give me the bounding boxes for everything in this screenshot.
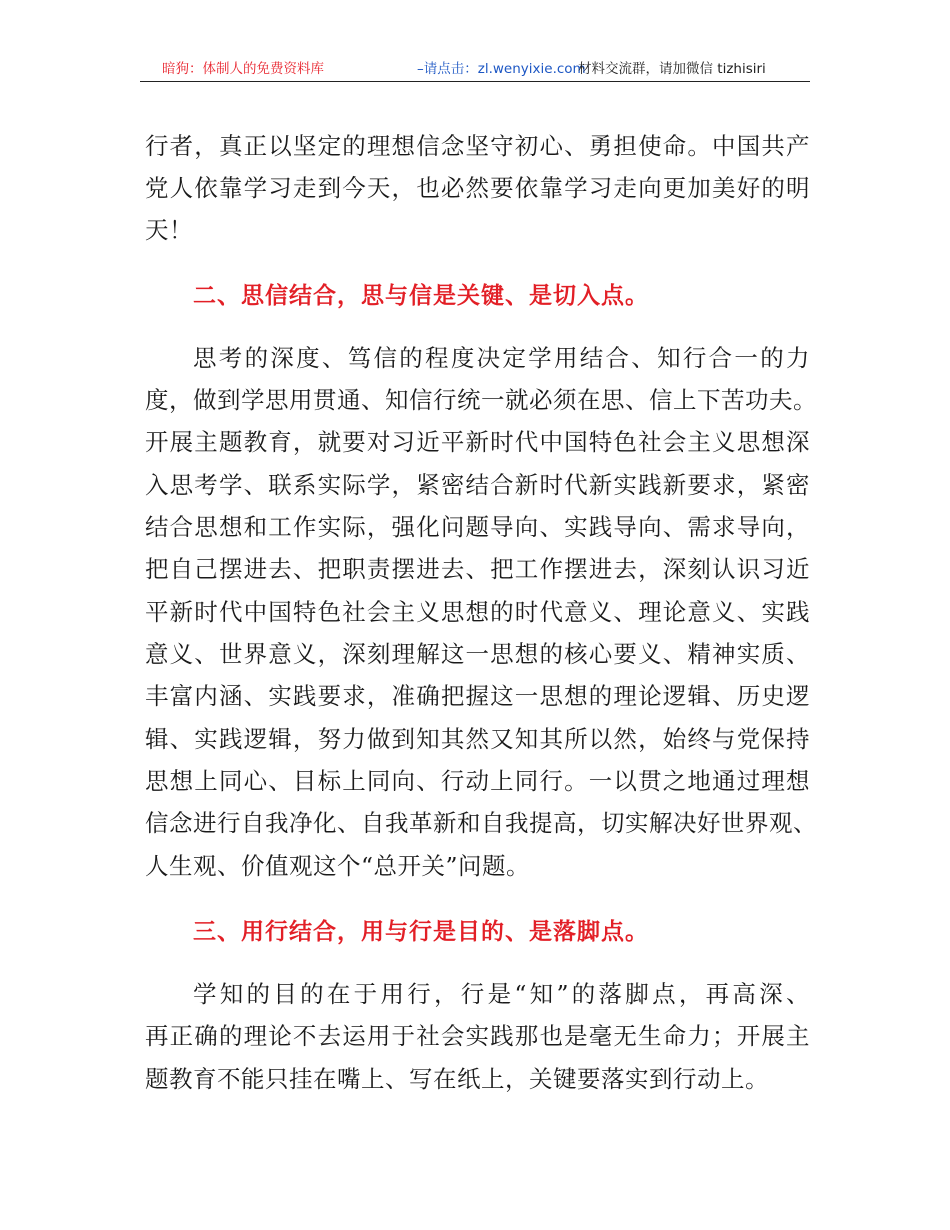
paragraph-line: 辑、实践逻辑，努力做到知其然又知其所以然，始终与党保持 [145,725,810,753]
paragraph-line: 思考的深度、笃信的程度决定学用结合、知行合一的力 [193,344,810,372]
paragraph-line: 把自己摆进去、把职责摆进去、把工作摆进去，深刻认识习近 [145,555,810,583]
paragraph-line: 思想上同心、目标上同向、行动上同行。一以贯之地通过理想 [145,767,810,795]
paragraph-line: 天！ [145,216,193,244]
paragraph-line: 开展主题教育，就要对习近平新时代中国特色社会主义思想深 [145,428,810,456]
paragraph-line: 结合思想和工作实际，强化问题导向、实践导向、需求导向， [145,513,810,541]
section-heading-3: 三、用行结合，用与行是目的、是落脚点。 [193,919,649,945]
paragraph-line: 学知的目的在于用行，行是“知”的落脚点，再高深、 [193,980,810,1008]
header-contact: 材料交流群，请加微信 tizhisiri [578,61,766,77]
header-brand: 暗狗：体制人的免费资料库 [162,61,324,77]
paragraph-line: 再正确的理论不去运用于社会实践那也是毫无生命力；开展主 [145,1022,810,1050]
header-link[interactable]: –请点击：zl.wenyixie.com [417,61,586,77]
paragraph-line: 度，做到学思用贯通、知信行统一就必须在思、信上下苦功夫。 [145,386,817,414]
paragraph-line: 入思考学、联系实际学，紧密结合新时代新实践新要求，紧密 [145,471,810,499]
paragraph-line: 行者，真正以坚定的理想信念坚守初心、勇担使命。中国共产 [145,132,810,160]
section-heading-2: 二、思信结合，思与信是关键、是切入点。 [193,283,649,309]
paragraph-line: 人生观、价值观这个“总开关”问题。 [145,852,531,880]
page-header [140,55,810,82]
paragraph-line: 平新时代中国特色社会主义思想的时代意义、理论意义、实践 [145,598,810,626]
paragraph-line: 题教育不能只挂在嘴上、写在纸上，关键要落实到行动上。 [145,1065,769,1093]
paragraph-line: 意义、世界意义，深刻理解这一思想的核心要义、精神实质、 [145,640,810,668]
paragraph-line: 党人依靠学习走到今天，也必然要依靠学习走向更加美好的明 [145,174,810,202]
paragraph-line: 信念进行自我净化、自我革新和自我提高，切实解决好世界观、 [145,809,817,837]
paragraph-line: 丰富内涵、实践要求，准确把握这一思想的理论逻辑、历史逻 [145,682,810,710]
